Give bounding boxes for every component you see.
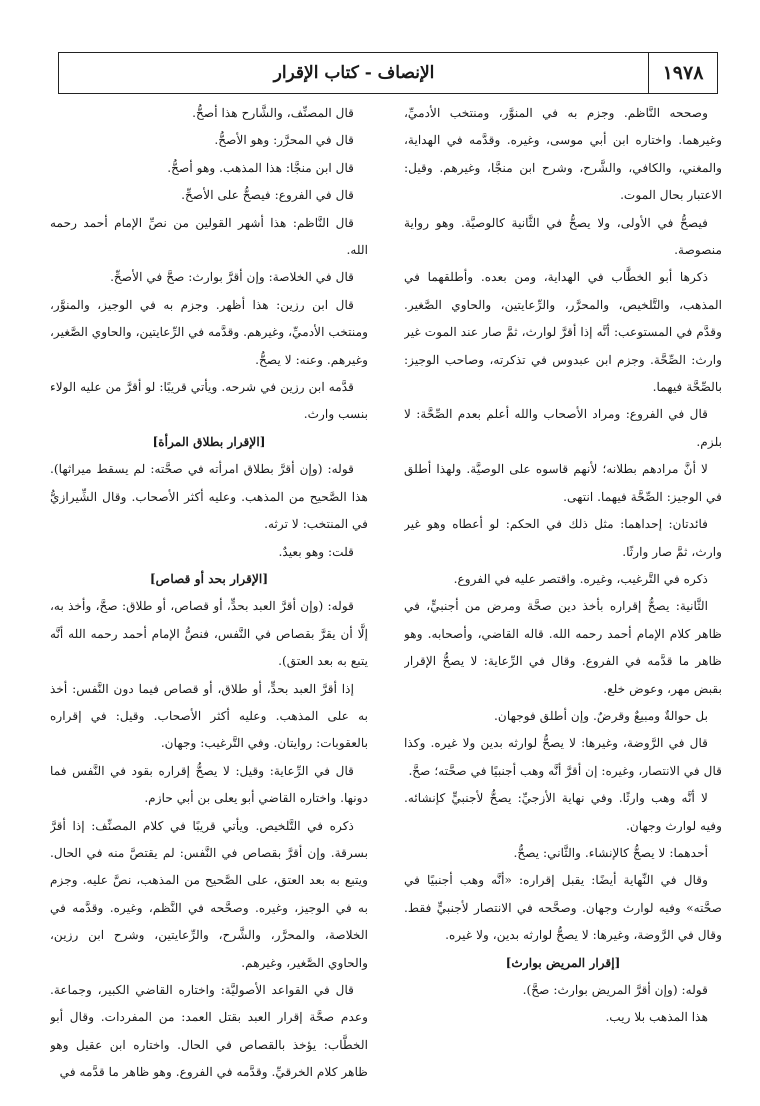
running-title: الإنصاف - كتاب الإقرار [273,63,435,83]
paragraph: قال في الخلاصة: وإن أقرَّ بوارث: صحَّ في الأصحِّ. [110,270,354,285]
paragraph: فائدتان: إحداهما: مثل ذلك في الحكم: لو أعطاه وهو غير وارث، ثمَّ صار وارثًا. [404,517,722,559]
text-columns [50,100,722,1100]
paragraph: قوله: (وإن أقرَّ المريض بوارث: صحَّ). [522,983,708,997]
paragraph: وصححه النَّاظم. وجزم به في المنوَّر، ومنتخب الأدميِّ، وغيرهما. واختاره ابن أبي موسى، وغيره. وقدَّمه في الهداية، والمغني، والكافي، والشَّرح، وشرح ابن منجَّا، وغيرهم. وقيل: الاعتبار بحال الموت. [404,106,722,203]
paragraph: قال في الفروع: ومراد الأصحاب والله أعلم بعدم الصِّحَّة: لا بلزم. [404,407,722,449]
paragraph: قال في المحرَّر: وهو الأصحُّ. [214,133,354,148]
section-heading: [إقرار المريض بوارث] [505,955,621,970]
paragraph: قال في القواعد الأصوليَّة: واختاره القاضي الكبير، وجماعة. وعدم صحَّة إقرار العبد بقتل العمد: من المفردات. وقال أبو الخطَّاب: يؤخذ بالقصاص في الحال. واختاره ابن عقيل وهو ظاهر كلام الخرقيِّ. وقدَّمه في الفروع. وهو ظاهر ما قدَّمه في [50,983,368,1080]
paragraph: قوله: (وإن أقرَّ العبد بحدٍّ، أو قصاص، أو طلاق: صحَّ، وأخذ به، إلَّا أن يقرَّ بقصاص في النَّفس، فنصُّ الإمام أحمد رحمه الله أنَّه يتبع به بعد العتق). [50,599,368,669]
paragraph: قوله: (وإن أقرَّ بطلاق امرأته في صحَّته: لم يسقط ميراثها). هذا الصَّحيح من المذهب. وعليه أكثر الأصحاب. وقال الشِّيرازيُّ في المنتخب: لا ترثه. [50,462,368,532]
paragraph: قال في الفروع: فيصحُّ على الأصحِّ. [181,188,354,203]
page-header [58,52,718,94]
paragraph: إذا أقرَّ العبد بحدٍّ، أو طلاق، أو قصاص فيما دون النَّفس: أخذ به على المذهب. وعليه أكثر الأصحاب. وقيل: في إقراره بالعقوبات: روايتان. وفي التَّرغيب: وجهان. [50,681,368,751]
paragraph: لا أنَّ مرادهم بطلانه؛ لأنهم قاسوه على الوصيَّة. ولهذا أطلق في الوجيز: الصِّحَّة فيهما. انتهى. [404,462,722,504]
paragraph: ذكره في التَّلخيص. ويأتي قريبًا في كلام المصنِّف: إذا أقرَّ بسرقة. وإن أقرَّ بقصاص في النَّفس: لم يقتصَّ منه في الحال. ويتبع به بعد العتق، على الصَّحيح من المذهب، نصَّ عليه. وجزم به في الوجيز، وغيره. وصحَّحه في النَّظم، وغيره. وقدَّمه في الخلاصة، والمحرَّر، والشَّرح، والرِّعايتين، وشرح ابن رزين، والحاوي الصَّغير، وغيرهم. [50,818,368,970]
paragraph: الثَّانية: يصحُّ إقراره بأخذ دين صحَّة ومرض من أجنبيٍّ، في ظاهر كلام الإمام أحمد رحمه الله. قاله القاضي، وأصحابه. وهو ظاهر ما قدَّمه في الفروع. وقال في الرِّعاية: لا يصحُّ الإقرار بقبض مهر، وعوض خلع. [404,599,722,696]
paragraph: قال ابن منجَّا: هذا المذهب. وهو أصحُّ. [167,160,354,175]
section-heading: [الإقرار بحد أو قصاص] [149,571,269,586]
section-heading: [الإقرار بطلاق المرأة] [152,434,266,449]
paragraph: قلت: وهو بعيدٌ. [278,544,354,559]
paragraph: بل حوالةٌ ومبيعٌ وقرضٌ. وإن أطلق فوجهان. [494,708,708,723]
paragraph: وقال في النِّهاية أيضًا: يقبل إقراره: «أنَّه وهب أجنبيًا في صحَّته» وفيه لوارث وجهان. وصحَّحه في الانتصار لأجنبيٍّ فقط. وقال في الرَّوضة، وغيرها: لا يصحُّ لوارثه بدين، ولا غيره. [404,873,722,943]
paragraph: لا أنَّه وهب وارثًا. وفي نهاية الأزجيِّ: يصحُّ لأجنبيٍّ كإنشائه. وفيه لوارث وجهان. [404,791,722,833]
right-column [404,100,722,1100]
paragraph: ذكرها أبو الخطَّاب في الهداية، ومن بعده. وأطلقهما في المذهب، والتَّلخيص، والمحرَّر، والرِّعايتين، والحاوي الصَّغير. وقدَّم في المستوعب: أنَّه إذا أقرَّ لوارث، ثمَّ صار عند الموت غير وارث: الصِّحَّة. وجزم ابن عبدوس في تذكرته، وصاحب الوجيز: بالصِّحَّة فيهما. [404,270,722,395]
paragraph: فيصحُّ في الأولى، ولا يصحُّ في الثَّانية كالوصيَّة. وهو رواية منصوصة. [404,215,722,258]
paragraph: هذا المذهب بلا ريب. [605,1010,708,1025]
paragraph: ذكره في التَّرغيب، وغيره. واقتصر عليه في الفروع. [453,571,708,586]
paragraph: قال ابن رزين: هذا أظهر. وجزم به في الوجيز، والمنوَّر، ومنتخب الأدميِّ، وغيرهم. وقدَّمه في الرِّعايتين، والحاوي الصَّغير، وغيرهم. وعنه: لا يصحُّ. [50,297,368,367]
paragraph: قال في الرِّعاية: وقيل: لا يصحُّ إقراره بقود في النَّفس فما دونها. واختاره القاضي أبو يعلى بن أبي حازم. [50,763,368,806]
paragraph: قال المصنِّف، والشَّارح هذا أصحُّ. [192,106,354,120]
paragraph: قال في الرَّوضة، وغيرها: لا يصحُّ لوارثه بدين ولا غيره. وكذا قال في الانتصار، وغيره: إن أقرَّ أنَّه وهب أجنبيًا في صحَّته؛ صحَّ. [404,736,722,778]
paragraph: قال النَّاظم: هذا أشهر القولين من نصِّ الإمام أحمد رحمه الله. [50,215,368,258]
page-number: ١٩٧٨ [648,53,717,93]
left-column [50,100,368,1100]
paragraph: قدَّمه ابن رزين في شرحه. ويأتي قريبًا: لو أقرَّ من عليه الولاء بنسب وارث. [50,380,368,422]
paragraph: أحدهما: لا يصحُّ كالإنشاء. والثَّاني: يصحُّ. [513,845,708,860]
